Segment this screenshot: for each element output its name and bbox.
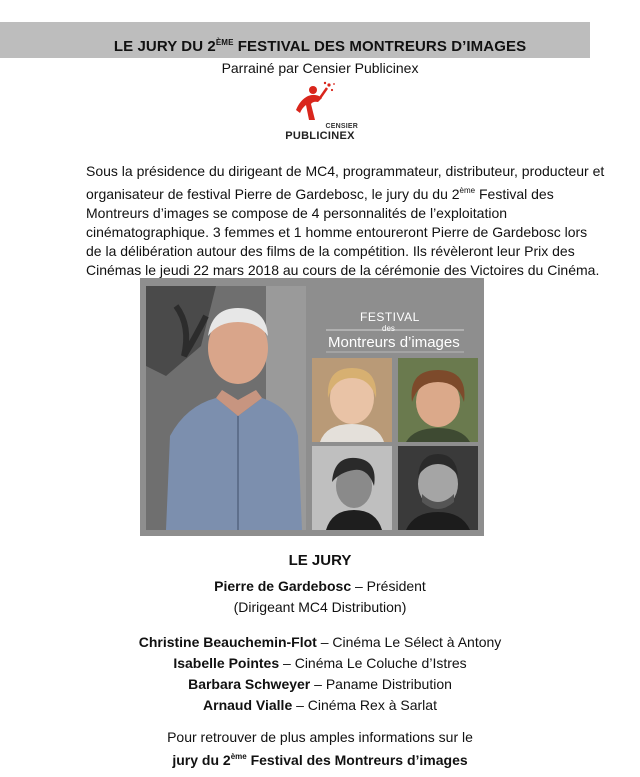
festival-logo-mid: des: [382, 324, 395, 333]
member-photo-4: [398, 446, 478, 530]
festival-logo-bottom: Montreurs d’images: [328, 334, 460, 351]
jury-president-note: (Dirigeant MC4 Distribution): [233, 599, 407, 615]
president-photo: [146, 286, 306, 530]
member-photo-2: [398, 358, 478, 442]
sponsor-line: Parrainé par Censier Publicinex: [221, 60, 419, 76]
more-info-text: Pour retrouver de plus amples informations sur le: [167, 729, 473, 745]
more-info-link[interactable]: jury du 2ème Festival des Montreurs d’images: [172, 752, 468, 768]
jury-title: LE JURY: [288, 552, 352, 569]
jury-member: Arnaud Vialle – Cinéma Rex à Sarlat: [203, 697, 437, 713]
member-photo-1: [312, 358, 392, 442]
jury-member: Christine Beauchemin-Flot – Cinéma Le Sélect à Antony: [138, 634, 502, 650]
star-figure-icon: [280, 80, 360, 124]
festival-logo-top: FESTIVAL: [360, 310, 420, 324]
intro-paragraph: Sous la présidence du dirigeant de MC4, programmateur, distributeur, producteur et organisateur de festival Pierre de Gardebosc, le jury du du 2ème Festival des Montreurs d’images se compose de 4 personnalités de l’exploitation cinématographique. 3 femmes et 1 homme entoureront Pierre de Gardebosc lors de la délibération autour des films de la compétition. Ils révèleront leur Prix des Cinémas le jeudi 22 mars 2018 au cours de la cérémonie des Victoires du Cinéma.: [86, 163, 605, 278]
jury-member: Barbara Schweyer – Paname Distribution: [188, 676, 452, 692]
jury-photo-panel: [140, 278, 484, 536]
page-title: LE JURY DU 2ÈME FESTIVAL DES MONTREURS D’IMAGES: [113, 38, 527, 55]
festival-logo: [312, 290, 478, 354]
member-photo-3: [312, 446, 392, 530]
jury-president: Pierre de Gardebosc – Président: [214, 578, 426, 594]
jury-member: Isabelle Pointes – Cinéma Le Coluche d’Istres: [173, 655, 467, 671]
publicinex-logo: [280, 80, 360, 142]
logo-small-word: CENSIER: [325, 123, 358, 130]
logo-word: PUBLICINEX: [285, 130, 355, 142]
